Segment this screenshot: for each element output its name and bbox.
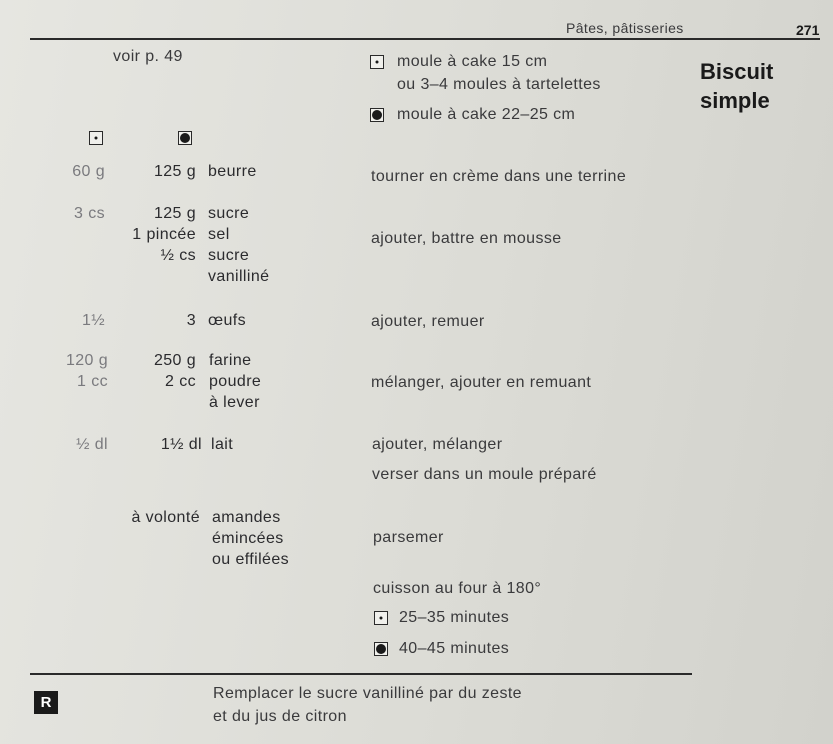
large-qty-salt: 1 pincée: [132, 226, 196, 243]
small-qty-baking-powder: 1 cc: [77, 373, 108, 390]
mold-small-line1: moule à cake 15 cm: [397, 53, 548, 70]
recipe-title-line1: Biscuit: [700, 59, 774, 84]
baking-label: cuisson au four à 180°: [373, 580, 542, 597]
large-quantity-column-icon: [178, 131, 192, 145]
small-qty-milk: ½ dl: [76, 436, 108, 453]
small-qty-eggs: 1½: [81, 312, 105, 329]
small-qty-flour: 120 g: [65, 352, 108, 369]
step-sugar: ajouter, battre en mousse: [371, 230, 562, 247]
small-quantity-column-icon: [89, 131, 103, 145]
large-qty-vanilla-sugar: ½ cs: [160, 247, 196, 264]
large-qty-eggs: 3: [186, 312, 196, 329]
ingredient-vanilla-sugar-line2: vanilliné: [208, 268, 270, 285]
page-number: 271: [796, 22, 820, 38]
ingredient-almonds-line1: amandes: [212, 509, 281, 526]
large-qty-butter: 125 g: [153, 163, 196, 180]
remark-line1: Remplacer le sucre vanilliné par du zeste: [213, 685, 522, 702]
small-qty-butter: 60 g: [72, 163, 105, 180]
large-mold-icon: [370, 108, 384, 122]
section-title: Pâtes, pâtisseries: [566, 20, 684, 36]
page-reference: voir p. 49: [113, 48, 183, 65]
step-flour: mélanger, ajouter en remuant: [371, 374, 592, 391]
ingredient-butter: beurre: [208, 163, 257, 180]
mold-large-line1: moule à cake 22–25 cm: [397, 106, 576, 123]
ingredient-baking-powder-line1: poudre: [209, 373, 262, 390]
large-qty-almonds: à volonté: [131, 509, 200, 526]
large-qty-sugar: 125 g: [153, 205, 196, 222]
ingredient-almonds-line3: ou effilées: [212, 551, 290, 568]
footer-rule: [30, 673, 692, 675]
step-eggs: ajouter, remuer: [371, 313, 485, 330]
header-rule: [30, 38, 820, 40]
small-bake-icon: [374, 611, 388, 625]
recipe-title-line2: simple: [700, 88, 770, 113]
ingredient-milk: lait: [211, 436, 234, 453]
remark-badge: R: [34, 691, 58, 714]
ingredient-eggs: œufs: [208, 312, 247, 329]
remark-line2: et du jus de citron: [213, 708, 347, 725]
ingredient-flour: farine: [209, 352, 252, 369]
baking-time-small: 25–35 minutes: [399, 609, 510, 626]
baking-time-large: 40–45 minutes: [399, 640, 510, 657]
large-qty-milk: 1½ dl: [160, 436, 202, 453]
large-qty-flour: 250 g: [153, 352, 196, 369]
large-bake-icon: [374, 642, 388, 656]
step-butter: tourner en crème dans une terrine: [371, 168, 627, 185]
ingredient-vanilla-sugar-line1: sucre: [208, 247, 250, 264]
small-mold-icon: [370, 55, 384, 69]
step-almonds: parsemer: [373, 529, 444, 546]
ingredient-almonds-line2: émincées: [212, 530, 284, 547]
step-milk: ajouter, mélanger: [372, 436, 503, 453]
step-pour: verser dans un moule préparé: [372, 466, 597, 483]
mold-small-line2: ou 3–4 moules à tartelettes: [397, 76, 601, 93]
ingredient-salt: sel: [208, 226, 230, 243]
large-qty-baking-powder: 2 cc: [165, 373, 196, 390]
ingredient-sugar: sucre: [208, 205, 250, 222]
ingredient-baking-powder-line2: à lever: [209, 394, 260, 411]
small-qty-sugar: 3 cs: [74, 205, 105, 222]
